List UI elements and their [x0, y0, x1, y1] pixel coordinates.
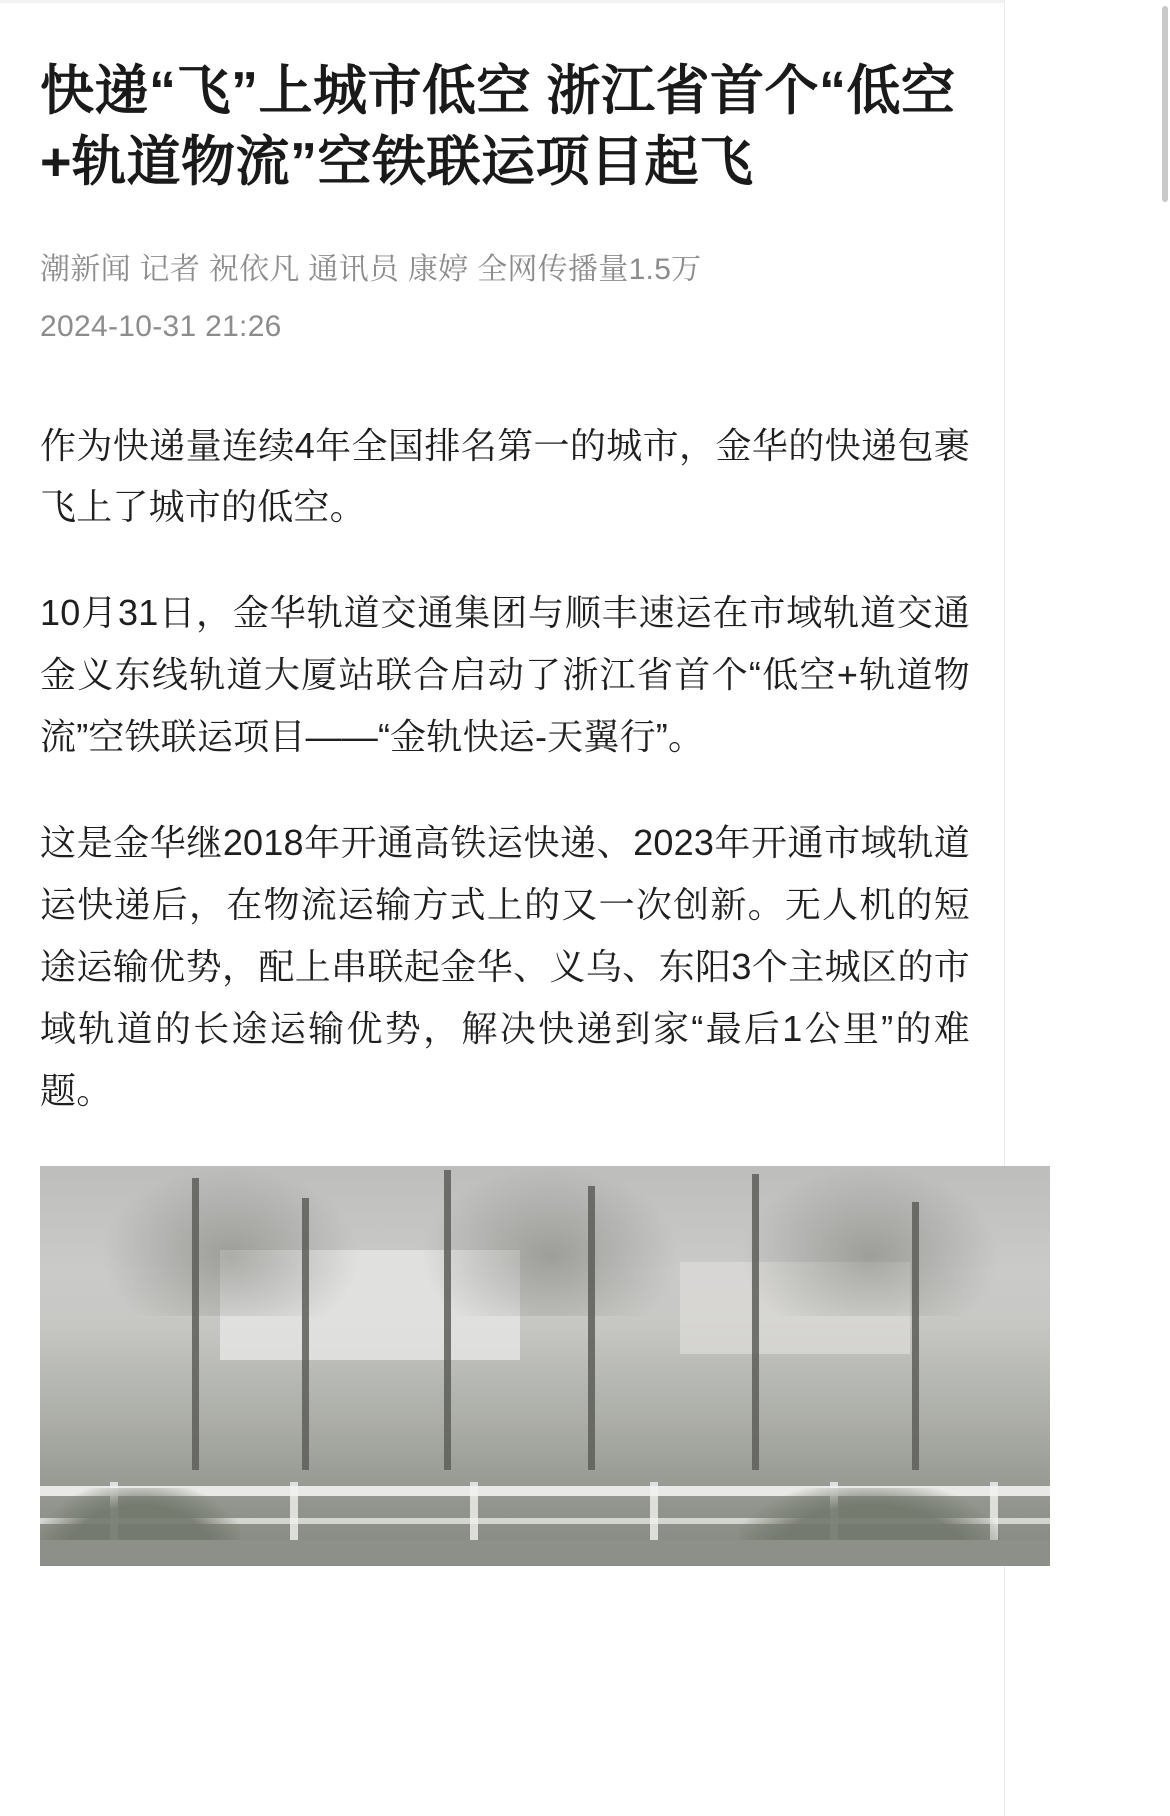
byline: 潮新闻 记者 祝依凡 通讯员 康婷 全网传播量1.5万 — [40, 252, 702, 286]
page-title: 快递“飞”上城市低空 浙江省首个“低空+轨道物流”空铁联运项目起飞 — [40, 61, 956, 193]
page-scrollbar[interactable] — [1160, 0, 1170, 1816]
article-meta — [40, 247, 970, 349]
photo-tree-canopy — [740, 1166, 1000, 1316]
article-paragraph: 作为快递量连续4年全国排名第一的城市，金华的快递包裹飞上了城市的低空。 — [40, 424, 970, 528]
article-body — [40, 415, 970, 1122]
photo-railing-post — [470, 1482, 478, 1540]
photo-tree-canopy — [100, 1166, 360, 1316]
photo-tree-trunk — [752, 1174, 759, 1470]
photo-tree-trunk — [588, 1186, 595, 1470]
photo-tree-canopy — [420, 1166, 680, 1316]
photo-tree-trunk — [444, 1170, 451, 1470]
photo-tree-trunk — [302, 1198, 309, 1470]
article-paragraph: 这是金华继2018年开通高铁运快递、2023年开通市域轨道运快递后，在物流运输方式上的又一次创新。无人机的短途运输优势，配上串联起金华、义乌、东阳3个主城区的市域轨道的长途运输优势，解决快递到家“最后1公里”的难题。 — [40, 822, 970, 1111]
publish-timestamp: 2024-10-31 21:26 — [40, 309, 282, 343]
photo-tree-trunk — [912, 1202, 919, 1470]
photo-ground — [40, 1540, 1050, 1566]
photo-image — [40, 1166, 1050, 1566]
photo-railing-post — [290, 1482, 298, 1540]
article-paragraph: 10月31日，金华轨道交通集团与顺丰速运在市域轨道交通金义东线轨道大厦站联合启动了浙江省首个“低空+轨道物流”空铁联运项目——“金轨快运-天翼行”。 — [40, 592, 970, 758]
scrollbar-thumb[interactable] — [1162, 6, 1168, 202]
photo-tree-trunk — [192, 1178, 199, 1470]
article-photo — [40, 1166, 1050, 1566]
photo-railing-post — [650, 1482, 658, 1540]
